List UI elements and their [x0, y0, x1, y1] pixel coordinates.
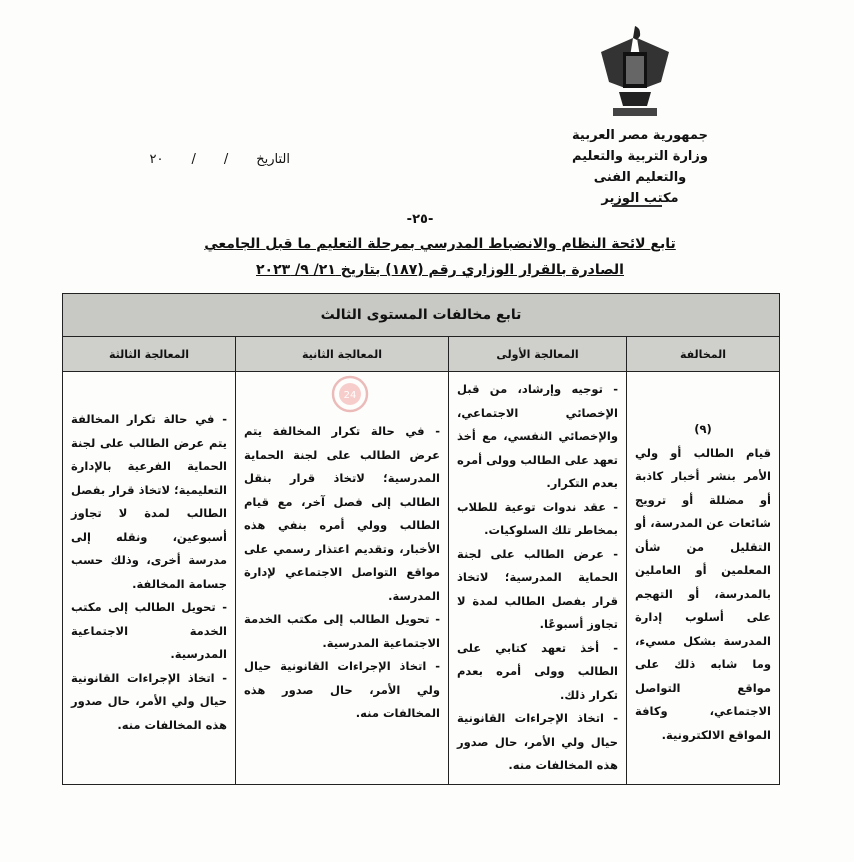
list-item: - اتخاذ الإجراءات القانونية حيال ولي الأمر، حال صدور هذه المخالفات منه.	[244, 659, 440, 720]
list-item: - في حالة تكرار المخالفة يتم عرض الطالب على لجنة الحماية المدرسية؛ لاتخاذ قرار بنقل الطالب إلى فصل آخر، مع قيام الطالب وولي أمره بنفي هذه الأخبار، وتقديم اعتذار رسمي على مواقع التواصل الاجتماعي لإدارة المدرسة.	[244, 424, 440, 603]
date-separator: /	[223, 152, 229, 167]
list-item: - تحويل الطالب إلى مكتب الخدمة الاجتماعية المدرسية.	[244, 612, 440, 650]
letterhead	[560, 125, 720, 209]
letterhead-office: مكتب الوزير	[601, 191, 679, 206]
header-first-treatment: المعالجة الأولى	[449, 337, 627, 372]
list-item: - اتخاذ الإجراءات القانونية حيال ولي الأمر، حال صدور هذه المخالفات منه.	[71, 670, 227, 732]
list-item: - اتخاذ الإجراءات القانونية حيال ولي الأمر، حال صدور هذه المخالفات منه.	[457, 711, 618, 772]
document-title: تابع لائحة النظام والانضباط المدرسي بمرحلة التعليم ما قبل الجامعي	[204, 236, 676, 252]
third-treatment-cell	[63, 372, 236, 785]
list-item: - في حالة تكرار المخالفة يتم عرض الطالب على لجنة الحماية الفرعية بالإدارة التعليمية؛ لاتخاذ قرار بفصل الطالب لمدة لا تجاوز أسبوعين، ونقله إلى مدرسة أخرى، وذلك حسب جسامة المخالفة.	[71, 412, 227, 591]
document-subtitle: الصادرة بالقرار الوزاري رقم (١٨٧) بتاريخ ٢١/ ٩/ ٢٠٢٣	[256, 262, 624, 278]
violations-table	[62, 293, 780, 785]
watermark-logo-icon	[310, 374, 390, 414]
list-item: - عقد ندوات توعية للطلاب بمخاطر تلك السلوكيات.	[457, 499, 618, 537]
date-year: ٢٠	[149, 152, 164, 167]
violation-cell	[627, 372, 780, 785]
list-item: - عرض الطالب على لجنة الحماية المدرسية؛ لاتخاذ قرار بفصل الطالب لمدة لا تجاوز أسبوعًا.	[457, 546, 618, 631]
header-second-treatment: المعالجة الثانية	[236, 337, 449, 372]
header-violation: المخالفة	[627, 337, 780, 372]
date-label: التاريخ	[256, 152, 290, 167]
second-treatment-cell	[236, 372, 449, 785]
date-separator: /	[191, 152, 196, 167]
list-item: - أخذ تعهد كتابي على الطالب وولى أمره بعدم تكرار ذلك.	[457, 640, 618, 702]
eagle-emblem-icon	[595, 22, 675, 122]
table-band-title: تابع مخالفات المستوى الثالث	[63, 294, 780, 337]
list-item: - تحويل الطالب إلى مكتب الخدمة الاجتماعية المدرسية.	[71, 600, 227, 661]
page-number: -٢٥-	[406, 212, 434, 227]
date-line	[120, 152, 290, 167]
letterhead-country: جمهورية مصر العربية	[572, 128, 708, 143]
svg-text:24: 24	[343, 390, 357, 401]
violation-text: قيام الطالب أو ولي الأمر بنشر أخبار كاذبة أو مضللة أو ترويج شائعات عن المدرسة، أو التقليل من شأن المعلمين أو العاملين بالمدرسة، أو التهجم على أسلوب إدارة المدرسة بشكل مسيء، وما شابه ذلك على مواقع التواصل الاجتماعي، وكافة المواقع الالكترونية.	[635, 445, 771, 742]
letterhead-ministry: وزارة التربية والتعليم والتعليم الفنى	[572, 149, 708, 185]
letterhead-rule	[612, 205, 662, 207]
list-item: - توجيه وإرشاد، من قبل الإخصائي الاجتماعي، والإخصائي النفسي، مع أخذ تعهد على الطالب وولى أمره بعدم التكرار.	[457, 382, 618, 490]
first-treatment-cell	[449, 372, 627, 785]
header-third-treatment: المعالجة الثالثة	[63, 337, 236, 372]
violation-number: (٩)	[694, 422, 712, 436]
